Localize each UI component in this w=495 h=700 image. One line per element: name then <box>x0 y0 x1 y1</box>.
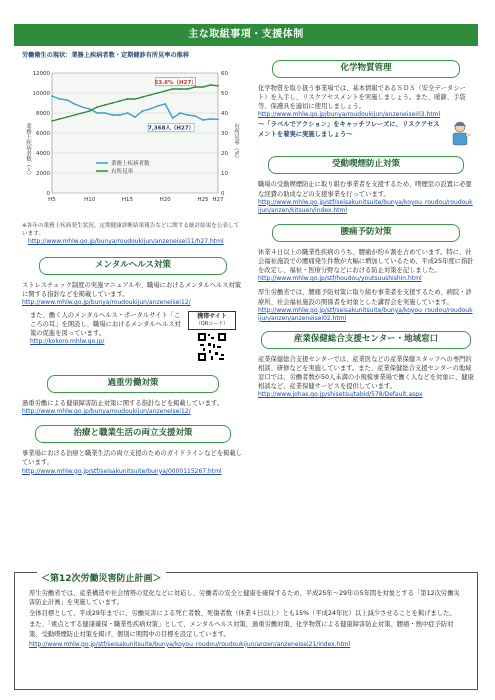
series-point-2 <box>187 88 189 90</box>
y-left-tick: 6000 <box>36 131 50 138</box>
series-point-1 <box>157 105 159 107</box>
x-tick: H27 <box>212 197 224 204</box>
qr-caption: （QRコード） <box>195 320 229 327</box>
back-pain-heading: 腰痛予防対策 <box>272 224 460 242</box>
series-point-2 <box>142 96 144 98</box>
chemical-text: 化学物質を取り扱う事業場では、基本情報であるＳＤＳ（安全データシート）を入手し、リスクアセスメントを実施しましょう。また、暖篩、手袋等、保護具を適切に使用しましょう。 <box>258 85 466 111</box>
y-right-tick: 20 <box>221 151 228 158</box>
series-point-2 <box>134 98 136 100</box>
x-tick: H5 <box>48 197 56 204</box>
y-left-tick: 10000 <box>32 91 50 98</box>
series-point-1 <box>111 114 113 116</box>
series-point-2 <box>66 116 68 118</box>
mobile-site-title: 携帯サイト <box>197 312 227 320</box>
back-pain-link-2[interactable]: http://www.mhlw.go.jp/stf/seisakunitsuite/bunya/koyou_roudou/roudoukijun/anzen/anzeneisei02.html <box>258 306 473 322</box>
kokoro-text-wrap <box>22 311 182 365</box>
series-point-1 <box>51 95 53 97</box>
series-point-2 <box>74 114 76 116</box>
series-point-1 <box>202 119 204 121</box>
worker-illustration-icon <box>448 120 472 148</box>
stats-note-text: ※各年の業務上疾病発生状況、定期健康診断結果報告などに関する統計結果を公表しています。 <box>22 223 240 237</box>
x-tick: H15 <box>121 197 134 204</box>
back-pain-link[interactable]: http://www.mhlw.go.jp/stf/houdou/youtsuushishin.html <box>258 275 422 283</box>
overwork-heading: 過重労働対策 <box>47 375 219 393</box>
plan-paragraph-1: 厚生労働省では、産業構造や社会情勢の変化などに対応し、労働者の安全と健康を確保するため、平成25年～29年の5年間を対象とする「第12次労働災害防止計画」を実施しています。 <box>29 590 460 607</box>
y-left-tick: 0 <box>46 191 50 198</box>
mental-health-link[interactable]: http://www.mhlw.go.jp/bunya/roudoukijun/anzeneisei12/ <box>22 298 191 306</box>
y-right-tick: 60 <box>221 71 228 78</box>
y-right-label: 有所見率（%） <box>233 123 239 162</box>
legend-label-2: 有所見率 <box>111 169 134 176</box>
series-point-1 <box>127 112 129 114</box>
series-point-2 <box>172 88 174 90</box>
y-right-tick: 40 <box>221 111 228 118</box>
chart-svg <box>22 63 244 221</box>
y-left-label: 業務上疾病者数（人） <box>25 123 31 179</box>
series-point-2 <box>210 84 212 86</box>
series-point-1 <box>172 117 174 119</box>
series-point-1 <box>119 114 121 116</box>
back-pain-text: 休業４日以上の職業性疾病のうち、腰痛が約６割を占めています。特に、社会福祉施設での腰痛発生件数が大幅に増加しているため、平成25年度に指針を改定し、福祉・医療分野などにおける防止対策を記しました。 <box>258 248 474 275</box>
series-point-2 <box>127 98 129 100</box>
plan-body <box>29 589 465 649</box>
y-left-tick: 4000 <box>36 151 50 158</box>
mental-health-text: ストレスチェック制度の実施マニュアルや、職場におけるメンタルヘルス対策に関する指針などを掲載しています。 <box>22 281 242 298</box>
overwork-link[interactable]: http://www.mhlw.go.jp/bunya/roudoukijun/anzeneisei12/ <box>22 408 191 416</box>
series-point-1 <box>104 112 106 114</box>
legend-label-1: 業務上疾病者数 <box>111 161 150 168</box>
passive-smoking-heading: 受動喫煙防止対策 <box>268 156 464 174</box>
series-point-2 <box>119 100 121 102</box>
stats-note <box>22 223 244 246</box>
plan-box <box>14 572 478 690</box>
plan-title: ＜第12次労働災害防止計画＞ <box>37 572 166 586</box>
series-point-1 <box>81 106 83 108</box>
series-point-1 <box>89 108 91 110</box>
chart <box>22 63 244 221</box>
treatment-balance-text: 事業場における治療と職業生活の両立支援のためのガイドラインなどを掲載しています。 <box>22 450 243 467</box>
series-point-2 <box>81 112 83 114</box>
plan-paragraph-3: また、「重点とする健康確保・職業性疾病対策」として、メンタルヘルス対策、過重労働対策、化学物質による健康障害防止対策、腰痛・熱中症予防対策、受動喫煙防止対策を掲げ、個別に期間中の目標を設定しています。 <box>29 621 454 638</box>
series-point-1 <box>149 108 151 110</box>
chemical-link[interactable]: http://www.mhlw.go.jp/bunya/roudoukijun/anzeneisei03.html <box>258 111 441 119</box>
treatment-balance-heading: 治療と職業生活の両立支援対策 <box>35 425 231 443</box>
chemical-heading: 化学物質管理 <box>272 60 460 78</box>
kokoro-link[interactable]: http://kokoro.mhlw.go.jp/ <box>30 338 105 346</box>
series-point-1 <box>187 114 189 116</box>
series-point-1 <box>164 103 166 105</box>
chemical-slogan: ～「ラベルでアクション」をキャッチフレーズに、リスクアセスメントを着実に実施しましょう～ <box>258 121 440 138</box>
series-point-2 <box>149 94 151 96</box>
series-point-1 <box>96 112 98 114</box>
series-point-1 <box>210 118 212 120</box>
series-point-2 <box>164 90 166 92</box>
plan-link[interactable]: http://www.mhlw.go.jp/stf/seisakunitsuite/bunya/koyou_roudou/roudoukijun/anzen/anzeneisei21/index.html <box>29 640 351 648</box>
series-point-1 <box>194 115 196 117</box>
plan-paragraph-2: 全体目標として、平成29年までに、労働災害による死亡者数、死傷者数（休業４日以上）とも15%（平成24年比）以上減少させることを掲げました。 <box>29 610 456 618</box>
support-center-text: 産業保健総合支援センターでは、産業医などの産業保健スタッフへの専門的相談、研修などを実施しています。また、産業保健総合支援センターの地域窓口では、労働者数が50人未満の小規模事業場で働く人などを対象に、健康相談など、産業保健サービスを提供しています。 <box>258 355 474 391</box>
page-title: 主な取組事項・支援体制 <box>14 24 478 46</box>
series-point-1 <box>179 112 181 114</box>
support-center-heading: 産業保健総合支援センター・地域窓口 <box>261 331 471 349</box>
mental-health-heading: メンタルヘルス対策 <box>39 257 227 275</box>
y-left-tick: 2000 <box>36 171 50 178</box>
series-point-2 <box>51 120 53 122</box>
series-point-1 <box>59 98 61 100</box>
series-point-1 <box>66 99 68 101</box>
qr-code-icon[interactable] <box>197 332 227 362</box>
passive-smoking-text: 職場の受動喫煙防止に取り組む事業者を支援するため、喫煙室の設置に必要な経費の助成などの支援事業を行っています。 <box>258 181 472 198</box>
overwork-text: 過重労働による健康障害防止対策に関する指針などを掲載しています。 <box>22 400 223 408</box>
stats-link[interactable]: http://www.mhlw.go.jp/bunya/roudoukijun/anzeneisei11/h27.html <box>28 238 224 246</box>
series-point-2 <box>89 110 91 112</box>
series-point-2 <box>111 102 113 104</box>
series-point-2 <box>217 85 219 87</box>
count-annotation: 7,368人（H27） <box>148 125 195 132</box>
treatment-balance-link[interactable]: http://www.mhlw.go.jp/stf/seisakunitsuite/bunya/0000115267.html <box>22 467 222 475</box>
y-right-tick: 10 <box>221 171 228 178</box>
left-column <box>22 52 244 476</box>
right-column <box>258 52 474 399</box>
series-point-1 <box>74 103 76 105</box>
series-point-2 <box>194 86 196 88</box>
y-right-tick: 0 <box>221 191 225 198</box>
series-point-2 <box>179 88 181 90</box>
y-left-tick: 12000 <box>32 71 50 78</box>
back-pain-text-2: 厚生労働省では、腰痛予防対策に取り組む事業者を支援するため、病院・診療所、社会福祉施設の関係者を対象とした講習会を実施しています。 <box>258 289 472 306</box>
y-right-tick: 50 <box>221 91 228 98</box>
x-tick: H20 <box>159 197 171 204</box>
kokoro-qr-block <box>188 311 236 365</box>
passive-smoking-link[interactable]: http://www.mhlw.go.jp/stf/seisakunitsuite/bunya/koyou_roudou/roudoukijun/anzen/kitsuen/index.html <box>258 198 473 214</box>
mobile-site-label <box>188 311 236 330</box>
series-point-2 <box>104 104 106 106</box>
series-point-1 <box>142 110 144 112</box>
series-point-1 <box>217 119 219 121</box>
series-point-2 <box>59 118 61 120</box>
kokoro-text: また、働く人のメンタルヘルス・ポータルサイト「こころの耳」を開設し、職場におけるメンタルヘルス対策の促進を図っています。 <box>30 311 181 338</box>
rate-annotation: 53.6%（H27） <box>154 80 197 87</box>
series-point-1 <box>134 116 136 118</box>
series-point-2 <box>202 86 204 88</box>
kokoro-block <box>22 311 244 365</box>
chemical-slogan-row <box>258 120 474 148</box>
support-center-link[interactable]: http://www.johas.go.jp/shisetsu/tabid/578/Default.aspx <box>258 391 423 399</box>
series-point-2 <box>157 92 159 94</box>
series-point-2 <box>96 106 98 108</box>
x-tick: H25 <box>197 197 209 204</box>
x-tick: H10 <box>84 197 96 204</box>
y-right-tick: 30 <box>221 131 228 138</box>
y-left-tick: 8000 <box>36 111 50 118</box>
chart-title: 労働衛生の現状：業務上疾病者数・定期健診有所見率の推移 <box>22 52 190 59</box>
